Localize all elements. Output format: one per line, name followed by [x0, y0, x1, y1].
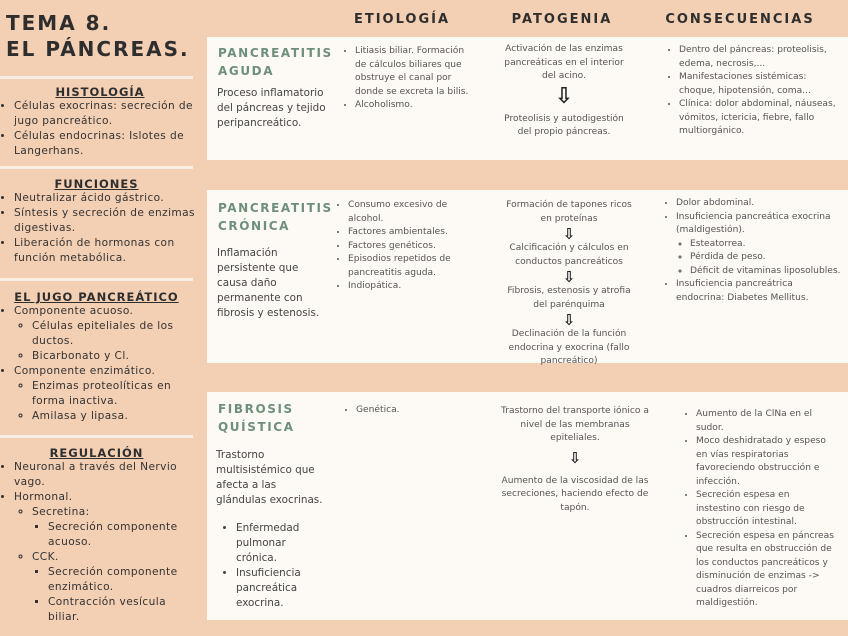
- list-item-text: Secretina:: [32, 506, 90, 518]
- section-regulacion: [0, 446, 200, 625]
- cell-etiologia: [343, 45, 475, 113]
- list-item: ◦ Células epiteliales de los ductos.: [32, 319, 200, 349]
- list-item: • Insuficiencia pancreátrica endocrina: Diabetes Mellitus.: [676, 278, 844, 305]
- title-line-1: TEMA 8.: [6, 11, 112, 35]
- patogenia-step: Declinación de la función endocrina y exocrina (fallo pancreático): [508, 329, 630, 366]
- list-item: [676, 211, 844, 279]
- cell-etiologia: [344, 404, 464, 418]
- column-header-etiologia: ETIOLOGÍA: [353, 12, 451, 27]
- list-item: • Moco deshidratado y espeso en vías respiratorias favoreciendo obstrucción e infección.: [696, 435, 836, 489]
- row-title: PANCREATITIS AGUDA: [218, 46, 333, 78]
- list-item: • Liberación de hormonas con función metabólica.: [14, 236, 200, 266]
- list-item: • Secreción espesa en instestino con riesgo de obstrucción intestinal.: [696, 489, 836, 530]
- list-item: ▪ Contracción vesícula biliar.: [48, 595, 200, 625]
- list-item: • Dentro del páncreas: proteolisis, edema, necrosis,...: [679, 44, 843, 71]
- list-item: ◦ Pérdida de peso.: [690, 251, 844, 265]
- page-title: [6, 10, 190, 62]
- heading-regulacion: REGULACIÓN: [49, 446, 144, 460]
- row-title: FIBROSIS QUÍSTICA: [218, 402, 295, 434]
- list-item: • Células exocrinas: secreción de jugo pancreático.: [14, 99, 200, 129]
- list-item: • Manifestaciones sistémicas: choque, hipotensión, coma...: [679, 71, 843, 98]
- patogenia-step: Aumento de la viscosidad de las secreciones, haciendo efecto de tapón.: [501, 475, 649, 513]
- list-item: • Litiasis biliar. Formación de cálculos biliares que obstruye el canal por donde se excreta la bilis.: [355, 45, 475, 99]
- list-item: • Dolor abdominal.: [676, 197, 844, 211]
- row-description: Inflamación persistente que causa daño permanente con fibrosis y estenosis.: [217, 247, 320, 319]
- list-item-text: Insuficiencia pancreática exocrina (maldigestión).: [676, 211, 831, 235]
- list-funciones: [0, 191, 200, 266]
- list-item: ◦ Bicarbonato y Cl.: [32, 349, 200, 364]
- down-arrow-icon: ⇩: [562, 268, 576, 286]
- down-arrow-icon: ⇩: [562, 311, 576, 329]
- sidebar-divider: [0, 76, 193, 79]
- section-histologia: [0, 85, 200, 159]
- cell-consecuencias: [667, 44, 843, 139]
- cell-patogenia: [500, 199, 638, 369]
- description-list: [218, 521, 326, 611]
- cell-etiologia: [336, 199, 466, 294]
- list-item: • Células endocrinas: Islotes de Langerhans.: [14, 129, 200, 159]
- list-item: • Alcoholismo.: [355, 99, 475, 113]
- column-header-consecuencias: CONSECUENCIAS: [665, 12, 815, 27]
- down-arrow-icon: ⇩: [562, 225, 576, 243]
- heading-histologia: HISTOLOGÍA: [55, 85, 145, 99]
- list-item: • Factores ambientales.: [348, 226, 466, 240]
- list-item-text: CCK.: [32, 551, 59, 563]
- list-item: • Factores genéticos.: [348, 240, 466, 254]
- cell-patogenia: [500, 405, 650, 515]
- patogenia-step: Calcificación y cálculos en conductos pancreáticos: [509, 243, 629, 267]
- section-funciones: [0, 177, 200, 266]
- list-item: • Episodios repetidos de pancreatitis aguda.: [348, 253, 466, 280]
- patogenia-step: Activación de las enzimas pancreáticas en el interior del acino.: [504, 44, 624, 81]
- list-item-text: Componente acuoso.: [14, 305, 134, 317]
- row-description: Trastorno multisistémico que afecta a las glándulas exocrinas.: [216, 449, 323, 506]
- heading-jugo-pancreatico: EL JUGO PANCREÁTICO: [14, 290, 179, 304]
- sidebar-divider: [0, 166, 193, 169]
- list-item: • Clínica: dolor abdominal, náuseas, vómitos, ictericia, fiebre, fallo multiorgánico.: [679, 98, 843, 139]
- row-description: Proceso inflamatorio del páncreas y tejido peripancreático.: [217, 87, 326, 129]
- list-item: • Neutralizar ácido gástrico.: [14, 191, 200, 206]
- patogenia-step: Formación de tapones ricos en proteínas: [506, 200, 632, 224]
- cell-patogenia: [500, 43, 628, 140]
- list-item: [32, 550, 200, 625]
- down-arrow-icon: ⇩: [554, 83, 574, 109]
- list-item: ▪ Secreción componente acuoso.: [48, 520, 200, 550]
- list-item: • Aumento de la ClNa en el sudor.: [696, 408, 836, 435]
- list-item: ◦ Enzimas proteolíticas en forma inactiva.: [32, 379, 200, 409]
- list-item: [14, 364, 200, 424]
- list-item: ◦ Amilasa y lipasa.: [32, 409, 200, 424]
- list-regulacion: [0, 460, 200, 625]
- cell-consecuencias: [684, 408, 836, 611]
- sidebar-divider: [0, 435, 193, 438]
- heading-funciones: FUNCIONES: [54, 177, 139, 191]
- cell-consecuencias: [664, 197, 844, 305]
- list-jugo: [0, 304, 200, 424]
- patogenia-step: Proteolisis y autodigestión del propio páncreas.: [504, 113, 624, 137]
- list-item-text: Hormonal.: [14, 491, 73, 503]
- section-jugo-pancreatico: [0, 290, 200, 424]
- patogenia-step: Fibrosis, estenosis y atrofia del parénquima: [507, 286, 631, 310]
- title-line-2: EL PÁNCREAS.: [6, 37, 190, 61]
- list-item-text: Componente enzimático.: [14, 365, 156, 377]
- list-item: • Consumo excesivo de alcohol.: [348, 199, 466, 226]
- list-item: • Neuronal a través del Nervio vago.: [14, 460, 200, 490]
- list-item: • Indiopática.: [348, 280, 466, 294]
- list-item: [14, 490, 200, 625]
- down-arrow-icon: ⇩: [568, 448, 582, 467]
- list-item: ▪ Secreción componente enzimático.: [48, 565, 200, 595]
- list-item: [32, 505, 200, 550]
- patogenia-step: Trastorno del transporte iónico a nivel de las membranas epiteliales.: [501, 406, 649, 443]
- list-item: • Genética.: [356, 404, 464, 418]
- column-header-patogenia: PATOGENIA: [511, 12, 613, 27]
- list-item: ◦ Déficit de vitaminas liposolubles.: [690, 265, 844, 279]
- list-item: ◦ Esteatorrea.: [690, 238, 844, 252]
- list-histologia: [0, 99, 200, 159]
- list-item: [14, 304, 200, 364]
- row-title: PANCREATITIS CRÓNICA: [218, 201, 333, 233]
- list-item: • Secreción espesa en páncreas que resulta en obstrucción de los conductos pancreáticos y disminución de enzimas -> cuadros diarreicos por maldigestión.: [696, 530, 836, 611]
- sidebar-divider: [0, 278, 193, 281]
- list-item: • Síntesis y secreción de enzimas digestivas.: [14, 206, 200, 236]
- list-item: • Enfermedad pulmonar crónica.: [236, 521, 326, 566]
- list-item: • Insuficiencia pancreática exocrina.: [236, 566, 326, 611]
